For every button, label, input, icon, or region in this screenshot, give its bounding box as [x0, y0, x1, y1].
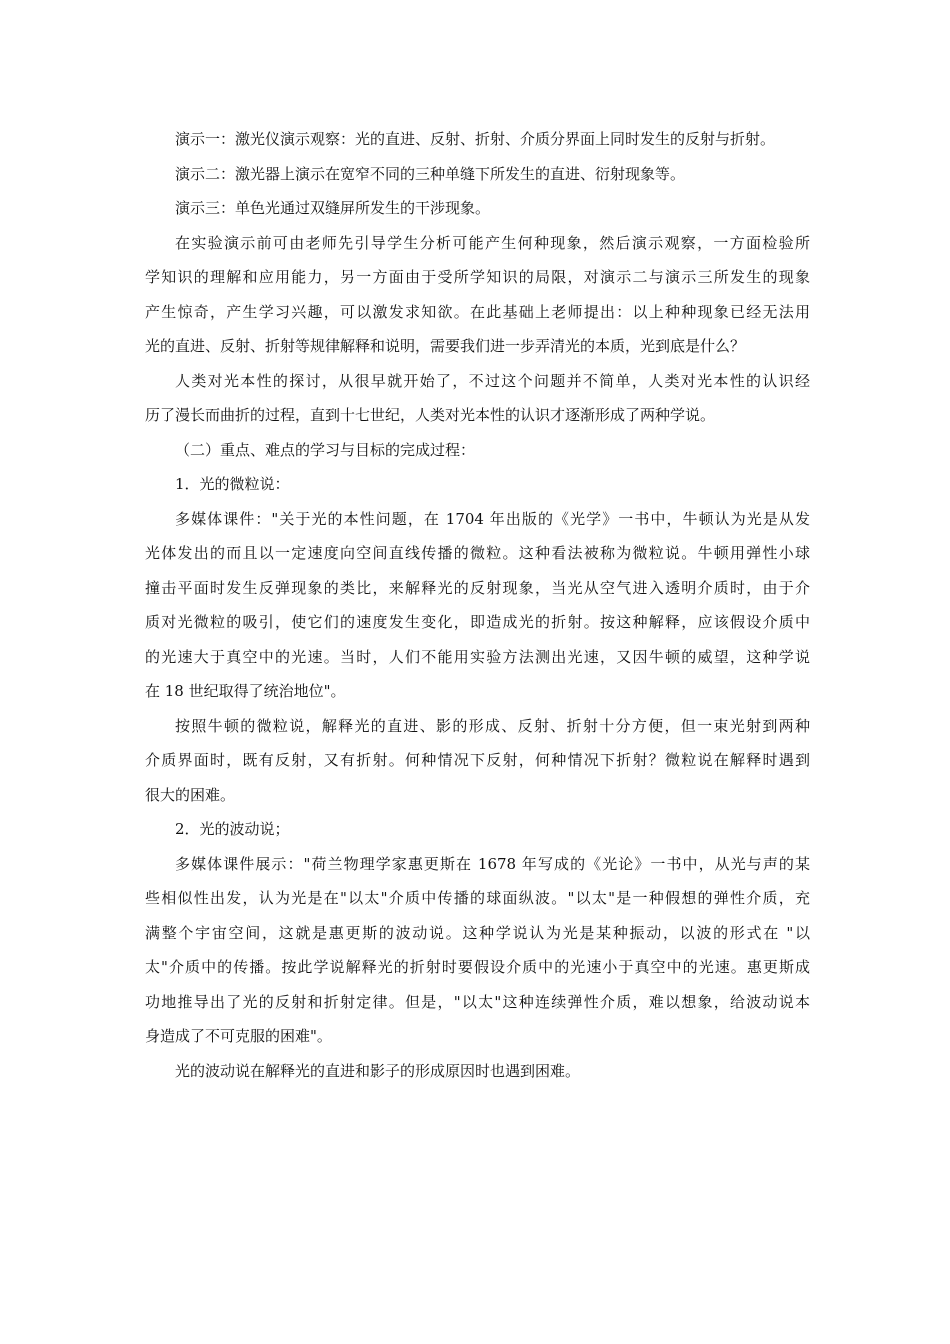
subheading-title: 1．光的微粒说： [175, 475, 290, 493]
text-line: 光的波动说在解释光的直进和影子的形成原因时也遇到困难。 [175, 1061, 581, 1080]
paragraph-intro [145, 226, 810, 364]
paragraph-history [145, 364, 810, 433]
text-line: 满整个宇宙空间，这就是惠更斯的波动说。这种学说认为光是某种振动，以波的形式在 "以 [145, 923, 810, 942]
text-line: 演示一：激光仪演示观察：光的直进、反射、折射、介质分界面上同时发生的反射与折射。 [175, 130, 776, 148]
subheading-wave-theory [145, 812, 810, 847]
text-line: 在实验演示前可由老师先引导学生分析可能产生何种现象，然后演示观察，一方面检验所 [175, 233, 810, 252]
text-line: 学知识的理解和应用能力，另一方面由于受所学知识的局限，对演示二与演示三所发生的现象 [145, 268, 810, 286]
paragraph-particle-theory [145, 502, 810, 709]
text-line: 些相似性出发，认为光是在"以太"介质中传播的球面纵波。"以太"是一种假想的弹性介质，充 [145, 889, 810, 907]
text-line: 历了漫长而曲折的过程，直到十七世纪，人类对光本性的认识才逐渐形成了两种学说。 [145, 406, 716, 424]
section-heading [145, 433, 810, 468]
text-line: 身造成了不可克服的困难"。 [145, 1027, 332, 1045]
text-line: 很大的困难。 [145, 785, 236, 804]
text-line: 质对光微粒的吸引，使它们的速度发生变化，即造成光的折射。按这种解释，应该假设介质中 [145, 613, 810, 631]
text-line: 演示二：激光器上演示在宽窄不同的三种单缝下所发生的直进、衍射现象等。 [175, 164, 686, 183]
text-line: 的光速大于真空中的光速。当时，人们不能用实验方法测出光速，又因牛顿的威望，这种学说 [145, 647, 810, 666]
text-line: 光的直进、反射、折射等规律解释和说明，需要我们进一步弄清光的本质，光到底是什么？ [145, 337, 746, 355]
text-line: 撞击平面时发生反弹现象的类比，来解释光的反射现象，当光从空气进入透明介质时，由于介 [145, 578, 810, 597]
paragraph-demo-1 [145, 122, 810, 157]
text-line: 在 18 世纪取得了统治地位"。 [145, 682, 346, 700]
paragraph-demo-2 [145, 157, 810, 192]
text-line: 多媒体课件："关于光的本性问题，在 1704 年出版的《光学》一书中，牛顿认为光是从发 [175, 509, 810, 528]
text-line: 演示三：单色光通过双缝屏所发生的干涉现象。 [175, 199, 491, 217]
subheading-title: 2．光的波动说； [175, 820, 290, 838]
text-line: 介质界面时，既有反射，又有折射。何种情况下反射，何种情况下折射？微粒说在解释时遇到 [145, 751, 810, 769]
text-line: 人类对光本性的探讨，从很早就开始了，不过这个问题并不简单，人类对光本性的认识经 [175, 371, 810, 390]
text-line: 功地推导出了光的反射和折射定律。但是，"以太"这种连续弹性介质，难以想象，给波动说本 [145, 992, 810, 1011]
section-title: （二）重点、难点的学习与目标的完成过程： [175, 440, 476, 459]
paragraph-demo-3 [145, 191, 810, 226]
text-line: 按照牛顿的微粒说，解释光的直进、影的形成、反射、折射十分方便，但一束光射到两种 [175, 716, 810, 735]
text-line: 多媒体课件展示："荷兰物理学家惠更斯在 1678 年写成的《光论》一书中，从光与声的某 [175, 854, 810, 873]
subheading-particle-theory [145, 467, 810, 502]
paragraph-wave-theory [145, 847, 810, 1054]
text-line: 光体发出的而且以一定速度向空间直线传播的微粒。这种看法被称为微粒说。牛顿用弹性小球 [145, 544, 810, 562]
text-line: 产生惊奇，产生学习兴趣，可以激发求知欲。在此基础上老师提出：以上种种现象已经无法用 [145, 302, 810, 321]
document-body [145, 122, 810, 1088]
paragraph-particle-problem [145, 709, 810, 813]
text-line: 太"介质中的传播。按此学说解释光的折射时要假设介质中的光速小于真空中的光速。惠更斯成 [145, 958, 810, 976]
paragraph-wave-problem [145, 1054, 810, 1089]
